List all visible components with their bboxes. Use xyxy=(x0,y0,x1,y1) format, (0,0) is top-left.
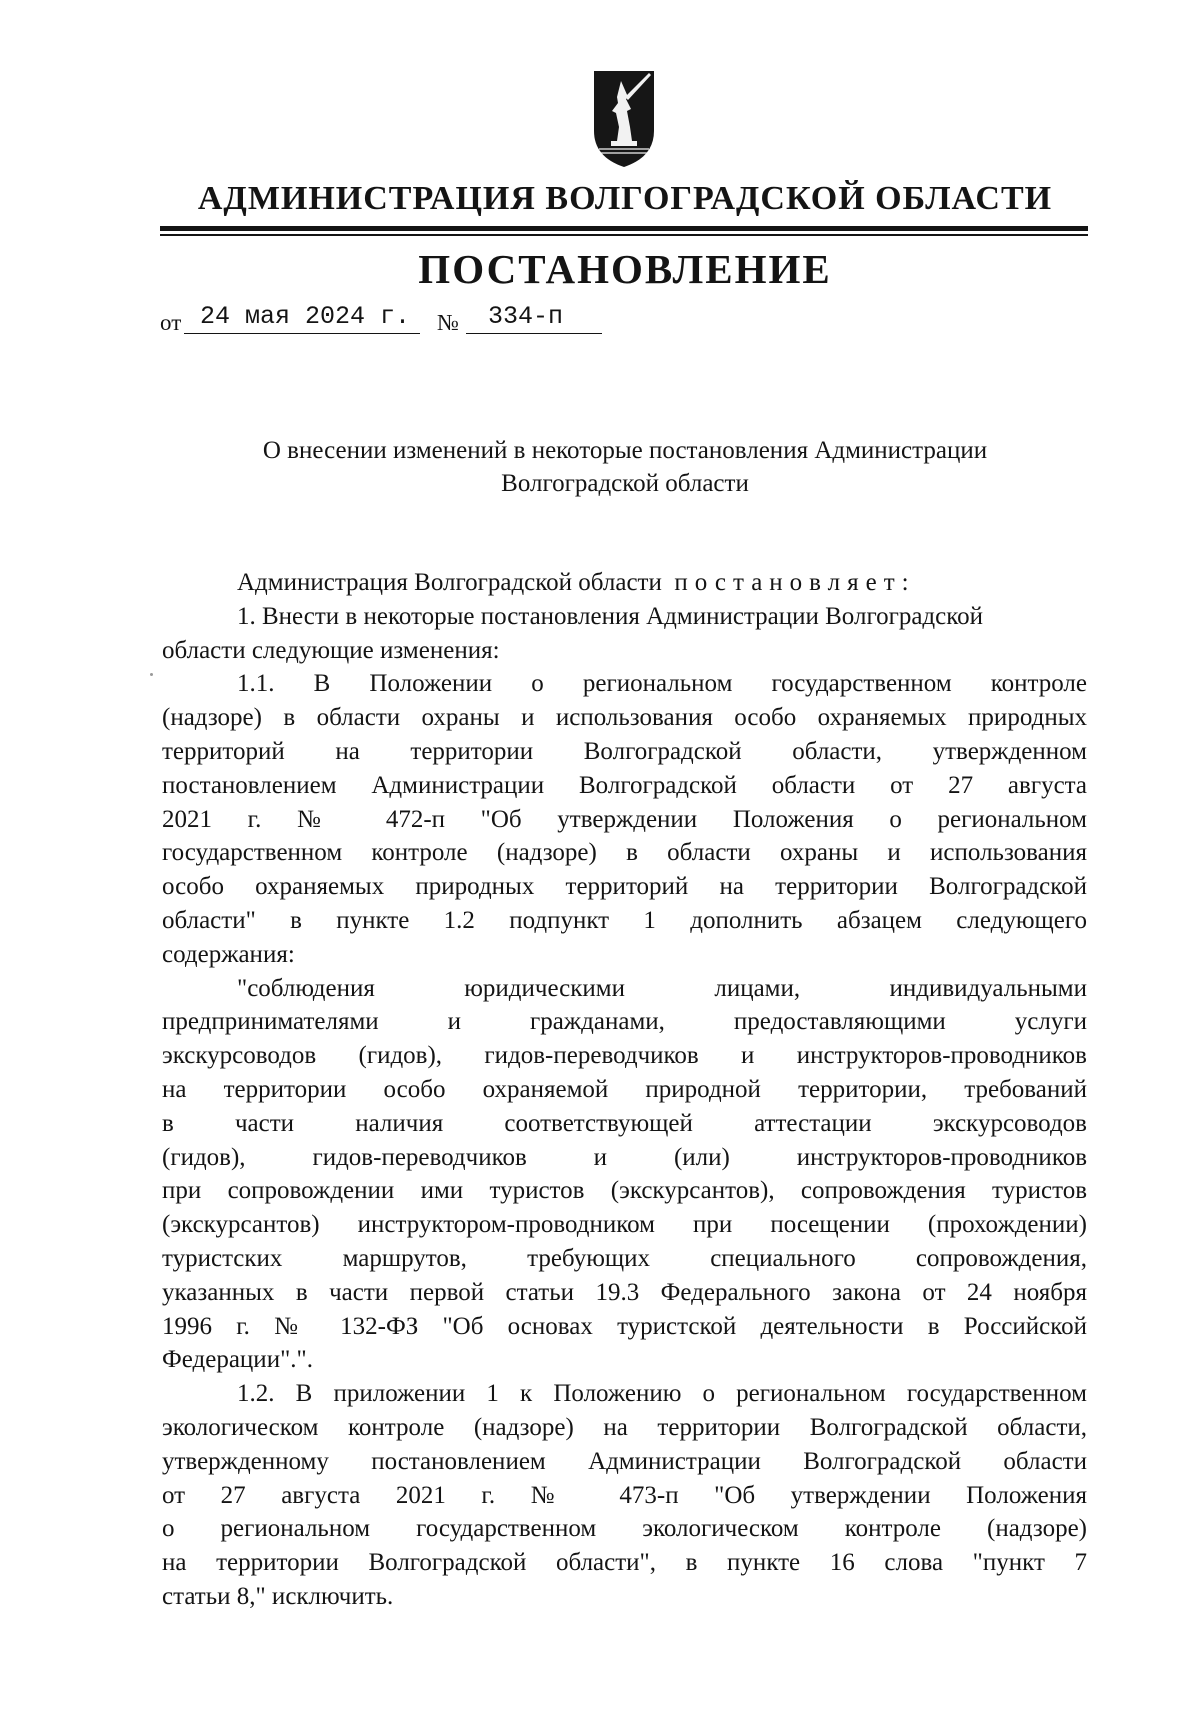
document-body xyxy=(162,566,1087,1614)
body-line: предпринимателями и гражданами, предоставляющими услуги xyxy=(162,1008,1087,1036)
body-line: 1996 г. № 132-ФЗ "Об основах туристской деятельности в Российской xyxy=(162,1312,1087,1340)
body-line: при сопровождении ими туристов (экскурсантов), сопровождения туристов xyxy=(162,1177,1087,1205)
body-line: содержания: xyxy=(162,940,295,968)
body-line: экологическом контроле (надзоре) на территории Волгоградской области, xyxy=(162,1413,1087,1441)
preamble-start: Администрация Волгоградской области xyxy=(237,569,662,596)
body-line: (экскурсантов) инструктором-проводником при посещении (прохождении) xyxy=(162,1211,1087,1239)
organization-name: АДМИНИСТРАЦИЯ ВОЛГОГРАДСКОЙ ОБЛАСТИ xyxy=(197,180,1053,217)
title-line: О внесении изменений в некоторые постановления Администрации xyxy=(262,437,988,464)
document-date: 24 мая 2024 г. xyxy=(200,302,411,331)
body-line: на территории особо охраняемой природной территории, требований xyxy=(162,1075,1087,1103)
body-line: "соблюдения юридическими лицами, индивидуальными xyxy=(237,974,1087,1002)
body-line: экскурсоводов (гидов), гидов-переводчиков и инструкторов-проводников xyxy=(162,1042,1087,1070)
body-line: государственном контроле (надзоре) в области охраны и использования xyxy=(162,839,1087,867)
body-line: утвержденному постановлением Администрации Волгоградской области xyxy=(162,1447,1087,1475)
number-prefix: № xyxy=(437,310,459,335)
header-divider-thick xyxy=(160,226,1088,231)
coat-of-arms-icon xyxy=(591,69,657,169)
body-line: указанных в части первой статьи 19.3 Федерального закона от 24 ноября xyxy=(162,1278,1087,1306)
preamble-decree: постановляет: xyxy=(674,569,916,596)
body-line: 1. Внести в некоторые постановления Администрации Волгоградской xyxy=(237,602,984,630)
body-line: 1.1. В Положении о региональном государственном контроле xyxy=(237,670,1087,698)
body-line: (надзоре) в области охраны и использования особо охраняемых природных xyxy=(162,704,1087,732)
body-line: туристских маршрутов, требующих специального сопровождения, xyxy=(162,1244,1087,1272)
number-underline xyxy=(466,333,602,334)
document-type: ПОСТАНОВЛЕНИЕ xyxy=(418,246,832,292)
body-line: статьи 8," исключить. xyxy=(162,1582,394,1610)
document-title xyxy=(200,434,1050,500)
title-line: Волгоградской области xyxy=(501,470,749,497)
scan-mark xyxy=(150,673,153,676)
body-line: области следующие изменения: xyxy=(162,636,500,664)
body-line: области" в пункте 1.2 подпункт 1 дополнить абзацем следующего xyxy=(162,906,1087,934)
body-line: (гидов), гидов-переводчиков и (или) инструкторов-проводников xyxy=(162,1143,1087,1171)
body-line: постановлением Администрации Волгоградской области от 27 августа xyxy=(162,771,1087,799)
body-line: на территории Волгоградской области", в пункте 16 слова "пункт 7 xyxy=(162,1549,1087,1577)
body-line: Федерации".". xyxy=(162,1346,313,1374)
date-prefix: от xyxy=(160,310,182,335)
preamble-line xyxy=(162,566,1087,600)
body-line: в части наличия соответствующей аттестации экскурсоводов xyxy=(162,1109,1087,1137)
body-line: о региональном государственном экологическом контроле (надзоре) xyxy=(162,1515,1087,1543)
header-divider-thin xyxy=(160,234,1088,236)
body-line: 2021 г. № 472-п "Об утверждении Положения о региональном xyxy=(162,805,1087,833)
date-underline xyxy=(184,333,420,334)
body-line: от 27 августа 2021 г. № 473-п "Об утверждении Положения xyxy=(162,1481,1087,1509)
body-line: особо охраняемых природных территорий на территории Волгоградской xyxy=(162,873,1087,901)
document-number: 334-п xyxy=(488,302,564,331)
body-line: территорий на территории Волгоградской области, утвержденном xyxy=(162,737,1087,765)
body-line: 1.2. В приложении 1 к Положению о региональном государственном xyxy=(237,1380,1087,1408)
